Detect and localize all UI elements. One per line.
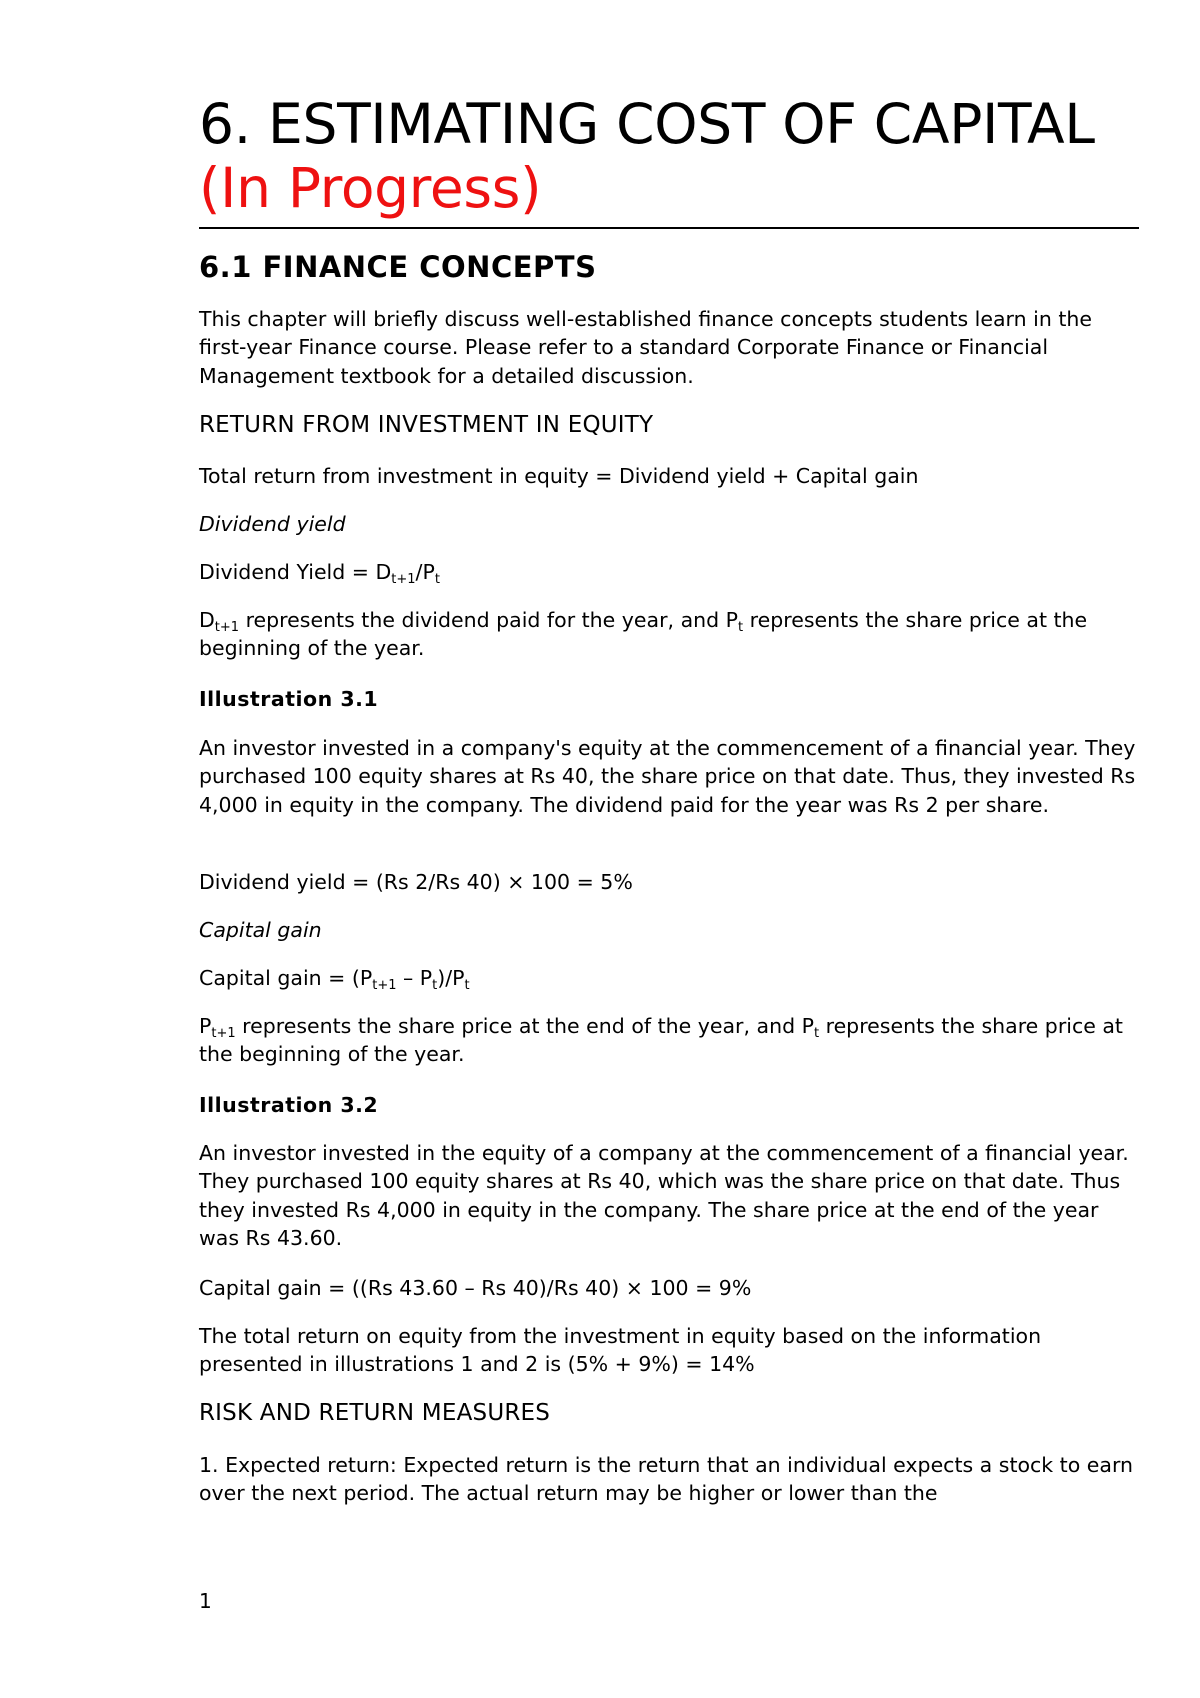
total-return-summary: The total return on equity from the investment in equity based on the information presented in illustrations 1 and 2 is (5% + 9%) = 14%	[199, 1324, 1042, 1377]
dividend-yield-explanation: $D_{t+1}$ represents the dividend paid for the year, and $P_t$ represents the share price at the beginning of the year.	[199, 608, 1088, 661]
illustration-2-text: An investor invested in the equity of a company at the commencement of a financial year. They purchased 100 equity shares at Rs 40, which was the share price on that date. Thus they invested Rs 4,000 in equity in the company. The share price at the end of the year was Rs 43.60.	[199, 1141, 1129, 1250]
section-title: 6.1 FINANCE CONCEPTS	[199, 250, 597, 284]
dividend-yield-formula: Dividend Yield = $D_{t+1}/P_t$	[199, 560, 440, 587]
expected-return-item: 1. Expected return: Expected return is the return that an individual expects a stock to earn over the next period. The actual return may be higher or lower than the	[199, 1453, 1134, 1506]
illustration-1-result: Dividend yield = (Rs 2/Rs 40) × 100 = 5%	[199, 870, 633, 894]
intro-paragraph: This chapter will briefly discuss well-established finance concepts students learn in the first-year Finance course. Please refer to a standard Corporate Finance or Financial Management textbook for a detailed discussion.	[199, 307, 1092, 388]
illustration-2-label: Illustration 3.2	[199, 1093, 379, 1117]
title-rule	[199, 227, 1139, 229]
chapter-status: (In Progress)	[199, 156, 542, 220]
capital-gain-label: Capital gain	[199, 918, 322, 942]
capital-gain-formula: Capital gain = $(P_{t+1} - P_t)/P_t$	[199, 966, 470, 993]
page-number: 1	[199, 1589, 212, 1613]
dividend-yield-label: Dividend yield	[199, 512, 346, 536]
chapter-title	[199, 92, 1139, 220]
total-return-formula: Total return from investment in equity = Dividend yield + Capital gain	[199, 464, 919, 488]
illustration-2-result: Capital gain = ((Rs 43.60 – Rs 40)/Rs 40) × 100 = 9%	[199, 1276, 752, 1300]
illustration-1-label: Illustration 3.1	[199, 687, 379, 711]
heading-return-equity: RETURN FROM INVESTMENT IN EQUITY	[199, 412, 654, 438]
capital-gain-explanation: $P_{t+1}$ represents the share price at the end of the year, and $P_t$ represents the share price at the beginning of the year.	[199, 1014, 1123, 1067]
chapter-title-text: 6. ESTIMATING COST OF CAPITAL	[199, 92, 1095, 156]
illustration-1-text: An investor invested in a company's equity at the commencement of a financial year. They purchased 100 equity shares at Rs 40, the share price on that date. Thus, they invested Rs 4,000 in equity in the company. The dividend paid for the year was Rs 2 per share.	[199, 736, 1136, 817]
heading-risk-return: RISK AND RETURN MEASURES	[199, 1400, 551, 1426]
